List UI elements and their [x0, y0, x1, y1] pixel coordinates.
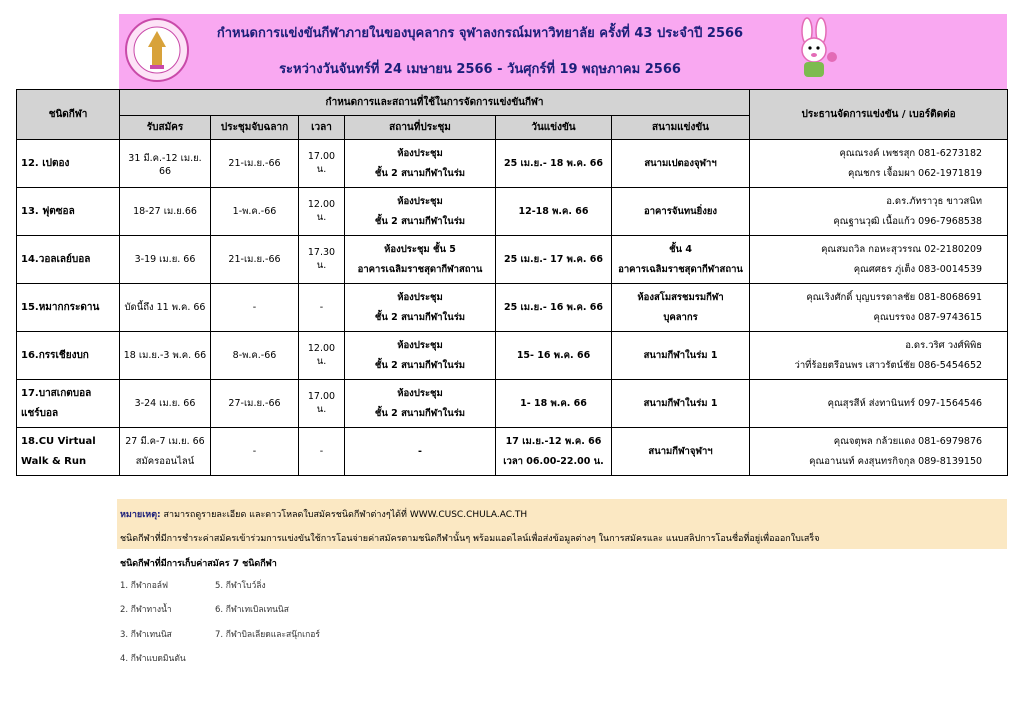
cell-time: 12.00 น.: [299, 332, 345, 380]
meeting-place-line: ห้องประชุม: [397, 339, 443, 351]
header-time: เวลา: [299, 116, 345, 140]
table-row: [17, 428, 1008, 476]
cell-contacts: [750, 140, 1008, 188]
match-dates-line: 17 เม.ย.-12 พ.ค. 66: [505, 435, 602, 447]
registration-part: 27 มี.ค-7 เม.ย. 66: [125, 435, 205, 447]
meeting-place-line: -: [418, 445, 422, 457]
meeting-place-line: ห้องประชุม ชั้น 5: [384, 243, 456, 255]
match-dates-line: 25 เม.ย.- 17 พ.ค. 66: [504, 253, 603, 265]
schedule-table: [16, 89, 1008, 476]
contact-line: คุณสมถวิล กอหะสุวรรณ 02-2180209: [821, 243, 983, 255]
meeting-place-line: ชั้น 2 สนามกีฬาในร่ม: [374, 359, 466, 371]
table-row: [17, 140, 1008, 188]
sport-name: 14.วอลเลย์บอล: [21, 253, 91, 265]
venue-line: ห้องสโมสรชมรมกีฬา: [637, 291, 724, 303]
cell-meeting-place: [345, 332, 496, 380]
table-row: [17, 332, 1008, 380]
cell-sport: [17, 380, 120, 428]
cell-contacts: [750, 332, 1008, 380]
cell-match-dates: [496, 284, 612, 332]
contact-line: คุณจตุพล กล้วยแดง 081-6979876: [833, 435, 983, 447]
contact-line: คุณบรรจง 087-9743615: [873, 311, 983, 323]
meeting-place-line: ชั้น 2 สนามกีฬาในร่ม: [374, 167, 466, 179]
cell-draw: -: [211, 284, 299, 332]
cell-venue: [612, 380, 750, 428]
meeting-place-line: อาคารเฉลิมราชสุดากีฬาสถาน: [357, 263, 483, 275]
contact-line: คุณเริงศักดิ์ บุญบรรดาลชัย 081-8068691: [806, 291, 983, 303]
match-dates-line: เวลา 06.00-22.00 น.: [503, 455, 604, 467]
table-row: [17, 284, 1008, 332]
note-payment: ชนิดกีฬาที่มีการชำระค่าสมัครเข้าร่วมการแข่งขันใช้การโอนจ่ายค่าสมัครตามชนิดกีฬานั้นๆ พร้อมแอดไลน์เพื่อส่งข้อมูลต่างๆ ในการสมัครและ แนบสลิปการโอนชื่อที่อยู่เพื่อออกใบเสร็จ: [120, 534, 820, 544]
sport-name: 17.บาสเกตบอล: [21, 387, 92, 399]
cell-time: 17.00 น.: [299, 140, 345, 188]
meeting-place-line: ห้องประชุม: [397, 387, 443, 399]
cell-registration: 3-24 เม.ย. 66: [120, 380, 211, 428]
cell-registration: บัดนี้ถึง 11 พ.ค. 66: [120, 284, 211, 332]
meeting-place-line: ชั้น 2 สนามกีฬาในร่ม: [374, 407, 466, 419]
header-schedule-group: กำหนดการและสถานที่ใช้ในการจัดการแข่งขันกีฬา: [120, 90, 750, 116]
cell-contacts: [750, 284, 1008, 332]
contact-line: คุณฐานวุฒิ เนื้อแก้ว 096-7968538: [833, 215, 983, 227]
cell-match-dates: [496, 188, 612, 236]
meeting-place-line: ชั้น 2 สนามกีฬาในร่ม: [374, 311, 466, 323]
venue-line: สนามกีฬาจุฬาฯ: [648, 445, 713, 457]
cell-contacts: [750, 380, 1008, 428]
cell-draw: -: [211, 428, 299, 476]
table-row: [17, 188, 1008, 236]
cell-registration: 18-27 เม.ย.66: [120, 188, 211, 236]
cell-registration: 3-19 เม.ย. 66: [120, 236, 211, 284]
meeting-place-line: ห้องประชุม: [397, 147, 443, 159]
cell-venue: [612, 428, 750, 476]
sport-name: 13. ฟุตซอล: [21, 205, 75, 217]
sport-name: Walk & Run: [21, 455, 87, 467]
sport-name: 12. เปตอง: [21, 157, 70, 169]
cell-draw: 27-เม.ย.-66: [211, 380, 299, 428]
venue-line: บุคลากร: [663, 311, 698, 323]
note-website-text: สามารถดูรายละเอียด และดาวโหลดใบสมัครชนิดกีฬาต่างๆได้ที่ WWW.CUSC.CHULA.AC.TH: [160, 510, 528, 520]
cell-time: -: [299, 428, 345, 476]
meeting-place-line: ห้องประชุม: [397, 195, 443, 207]
cell-match-dates: [496, 380, 612, 428]
cell-sport: [17, 284, 120, 332]
note-website: [120, 507, 527, 521]
fee-item: 6. กีฬาเทเบิลเทนนิส: [215, 605, 289, 615]
venue-line: อาคารจันทนยิ่งยง: [643, 205, 718, 217]
cell-registration: [120, 428, 211, 476]
fee-item: 1. กีฬากอล์ฟ: [120, 581, 169, 591]
header-chair-contact: ประธานจัดการแข่งขัน / เบอร์ติดต่อ: [750, 90, 1008, 140]
header-registration: รับสมัคร: [120, 116, 211, 140]
venue-line: สนามกีฬาในร่ม 1: [643, 349, 718, 361]
table-row: [17, 380, 1008, 428]
cell-meeting-place: [345, 284, 496, 332]
cell-meeting-place: [345, 236, 496, 284]
cell-venue: [612, 236, 750, 284]
fee-sports-title: ชนิดกีฬาที่มีการเก็บค่าสมัคร 7 ชนิดกีฬา: [120, 559, 277, 569]
cell-contacts: [750, 428, 1008, 476]
cell-draw: 1-พ.ค.-66: [211, 188, 299, 236]
header-draw-meeting: ประชุมจับฉลาก: [211, 116, 299, 140]
sport-name: 16.กรรเชียงบก: [21, 349, 89, 361]
cell-sport: [17, 428, 120, 476]
cell-draw: 21-เม.ย.-66: [211, 236, 299, 284]
cell-draw: 8-พ.ค.-66: [211, 332, 299, 380]
cell-venue: [612, 188, 750, 236]
header-meeting-place: สถานที่ประชุม: [345, 116, 496, 140]
cell-meeting-place: [345, 188, 496, 236]
meeting-place-line: ห้องประชุม: [397, 291, 443, 303]
match-dates-line: 15- 16 พ.ค. 66: [516, 349, 591, 361]
header-sport: ชนิดกีฬา: [17, 90, 120, 140]
venue-line: สนามเปตองจุฬาฯ: [644, 157, 717, 169]
contact-line: คุณชกร เจื้อมผา 062-1971819: [847, 167, 983, 179]
cell-venue: [612, 284, 750, 332]
match-dates-line: 25 เม.ย.- 18 พ.ค. 66: [504, 157, 603, 169]
fee-item: 3. กีฬาเทนนิส: [120, 630, 172, 640]
cell-match-dates: [496, 140, 612, 188]
cell-match-dates: [496, 332, 612, 380]
sport-name: 15.หมากกระดาน: [21, 301, 100, 313]
header-match-dates: วันแข่งขัน: [496, 116, 612, 140]
cell-contacts: [750, 188, 1008, 236]
sport-name: 18.CU Virtual: [21, 435, 96, 447]
contact-line: อ.ดร.ภัทราวุธ ขาวสนิท: [886, 195, 983, 207]
meeting-place-line: ชั้น 2 สนามกีฬาในร่ม: [374, 215, 466, 227]
fee-item: 5. กีฬาโบว์ลิ่ง: [215, 581, 266, 591]
contact-line: คุณสุรสีห์ ส่งทานินทร์ 097-1564546: [827, 397, 983, 409]
match-dates-line: 1- 18 พ.ค. 66: [520, 397, 587, 409]
cell-meeting-place: [345, 428, 496, 476]
contact-line: คุณณรงค์ เพชรสุก 081-6273182: [839, 147, 983, 159]
university-sports-logo-icon: [124, 17, 190, 83]
cell-sport: [17, 332, 120, 380]
cell-contacts: [750, 236, 1008, 284]
cell-sport: [17, 140, 120, 188]
cell-sport: [17, 188, 120, 236]
cell-meeting-place: [345, 140, 496, 188]
cell-match-dates: [496, 236, 612, 284]
fee-item: 2. กีฬาทางน้ำ: [120, 605, 172, 615]
rabbit-mascot-icon: [790, 17, 840, 83]
cell-time: -: [299, 284, 345, 332]
contact-line: คุณศศธร ภู่เต็ง 083-0014539: [853, 263, 983, 275]
cell-venue: [612, 140, 750, 188]
match-dates-line: 12-18 พ.ค. 66: [518, 205, 589, 217]
table-row: [17, 236, 1008, 284]
cell-match-dates: [496, 428, 612, 476]
date-range-subtitle: ระหว่างวันจันทร์ที่ 24 เมษายน 2566 - วันศุกร์ที่ 19 พฤษภาคม 2566: [279, 62, 681, 77]
contact-line: ว่าที่ร้อยตรีอนพร เสาวรัตน์ชัย 086-5454652: [794, 359, 983, 371]
cell-time: 12.00 น.: [299, 188, 345, 236]
contact-line: คุณอานนท์ คงสุนทรกิจกุล 089-8139150: [809, 455, 983, 467]
venue-line: อาคารเฉลิมราชสุดากีฬาสถาน: [618, 263, 743, 275]
cell-meeting-place: [345, 380, 496, 428]
cell-draw: 21-เม.ย.-66: [211, 140, 299, 188]
cell-registration: 31 มี.ค.-12 เม.ย. 66: [120, 140, 211, 188]
match-dates-line: 25 เม.ย.- 16 พ.ค. 66: [504, 301, 603, 313]
note-label: หมายเหตุ:: [120, 510, 161, 520]
sport-name: แชร์บอล: [21, 407, 59, 419]
cell-registration: 18 เม.ย.-3 พ.ค. 66: [120, 332, 211, 380]
page-title: กำหนดการแข่งขันกีฬาภายในของบุคลากร จุฬาลงกรณ์มหาวิทยาลัย ครั้งที่ 43 ประจำปี 2566: [216, 26, 744, 41]
venue-line: สนามกีฬาในร่ม 1: [643, 397, 718, 409]
cell-venue: [612, 332, 750, 380]
venue-line: ชั้น 4: [669, 243, 692, 255]
fee-item: 7. กีฬาบิลเลียดและสนุ๊กเกอร์: [215, 630, 320, 640]
cell-time: 17.30 น.: [299, 236, 345, 284]
fee-item: 4. กีฬาแบดมินตัน: [120, 654, 186, 664]
header-venue: สนามแข่งขัน: [612, 116, 750, 140]
cell-sport: [17, 236, 120, 284]
registration-part: สมัครออนไลน์: [135, 455, 195, 467]
cell-time: 17.00 น.: [299, 380, 345, 428]
contact-line: อ.ดร.วริศ วงศ์พิพิธ: [905, 339, 983, 351]
